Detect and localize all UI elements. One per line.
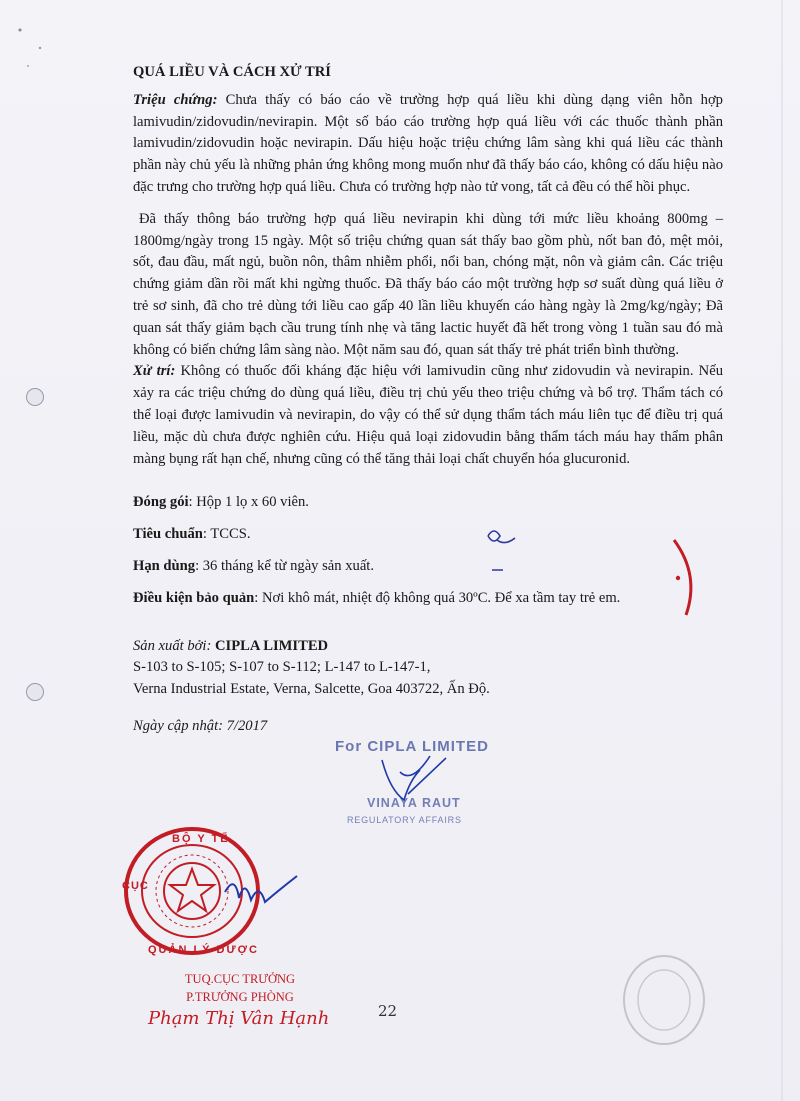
expiry-line (133, 556, 723, 578)
treatment-label: Xử trí: (133, 363, 176, 380)
expiry-value: : 36 tháng kể từ ngày sản xuất. (195, 557, 375, 574)
symptoms-text: Chưa thấy có báo cáo về trường hợp quá liều khi dùng dạng viên hỗn hợp lamivudin/zidovudin/nevirapin. Một số báo cáo trường hợp quá liều với các thuốc thành phần lamivudin/zidovudin hoặc nevirapin. Dấu hiệu hoặc triệu chứng lâm sàng khi quá liều các thành phần này chủ yếu là những phản ứng không mong muốn như đã thấy báo cáo, không có dấu hiệu nào đặc trưng cho trường hợp quá liều. Chưa có trường hợp nào tử vong, tất cả đều có thể hồi phục. (133, 91, 723, 195)
manufacturer-address-2: Verna Industrial Estate, Verna, Salcette, Goa 403722, Ấn Độ. (133, 680, 490, 697)
company-stamp-title: REGULATORY AFFAIRS (347, 815, 462, 825)
treatment-paragraph (133, 361, 723, 470)
packaging-label: Đóng gói (133, 494, 189, 511)
standard-label: Tiêu chuẩn (133, 526, 203, 543)
section-heading: QUÁ LIỀU VÀ CÁCH XỬ TRÍ (133, 64, 331, 80)
official-signature (215, 868, 305, 918)
symptoms-paragraph (133, 90, 723, 199)
company-stamp-person: VINAYA RAUT (367, 796, 461, 810)
seal-left-text: CỤC (122, 880, 149, 892)
company-signature (360, 750, 460, 810)
company-stamp-for: For CIPLA LIMITED (335, 738, 489, 755)
storage-value: : Nơi khô mát, nhiệt độ không quá 30ºC. Để xa tầm tay trẻ em. (254, 589, 621, 606)
update-date: Ngày cập nhật: 7/2017 (133, 718, 268, 735)
packaging-line (133, 492, 723, 514)
treatment-text: Không có thuốc đối kháng đặc hiệu với lamivudin cũng như zidovudin và nevirapin. Nếu xảy ra các triệu chứng do dùng quá liều, điều trị chủ yếu theo triệu chứng và bổ trợ. Thẩm tách có thể loại được lamivudin và nevirapin, do vậy có thể sử dụng thẩm tách máu liên tục để điều trị quá liều, mặc dù chưa được nghiên cứu. Hiệu quả loại zidovudin bằng thẩm tách máu hay thẩm phân màng bụng rất hạn chế, nhưng cũng có thể tăng thải loại chất chuyển hóa glucuronid. (133, 363, 723, 467)
seal-top-text: BỘ Y TẾ (172, 833, 230, 845)
storage-line (133, 588, 723, 610)
seal-caption (160, 970, 320, 1006)
seal-caption-1: TUQ.CỤC TRƯỞNG (184, 972, 296, 986)
storage-label: Điều kiện bảo quản (133, 589, 255, 606)
manufacturer-name: CIPLA LIMITED (211, 637, 329, 654)
manufacturer-address-1: S-103 to S-105; S-107 to S-112; L-147 to L-147-1, (133, 659, 431, 676)
standard-value: : TCCS. (202, 526, 251, 543)
overdose-section (133, 62, 723, 738)
signer-name: Phạm Thị Vân Hạnh (148, 1008, 330, 1029)
packaging-value: : Hộp 1 lọ x 60 viên. (188, 494, 309, 511)
page-number: 22 (378, 1002, 398, 1020)
symptoms-label: Triệu chứng: (133, 91, 218, 108)
seal-bottom-text: QUẢN LÝ DƯỢC (148, 944, 259, 956)
manufacturer-label: Sản xuất bởi: (133, 637, 212, 654)
overdose-report-paragraph: Đã thấy thông báo trường hợp quá liều nevirapin khi dùng tới mức liều khoảng 800mg – 1800mg/ngày trong 15 ngày. Một số triệu chứng quan sát thấy bao gồm phù, nốt ban đỏ, mệt mỏi, sốt, đau đầu, mất ngủ, buồn nôn, thâm nhiễm phổi, nổi ban, chóng mặt, nôn và giảm cân. Các triệu chứng giảm dần rồi mất khi ngừng thuốc. Đã thấy báo cáo một trường hợp sơ suất dùng quá liều ở trẻ sơ sinh, đã cho trẻ dùng tới liều cao gấp 40 lần liều khuyến cáo hàng ngày là 2mg/kg/ngày; Đã quan sát thấy giảm bạch cầu trung tính nhẹ và tăng lactic huyết đã hết trong vòng 1 tuần sau đó mà không có biến chứng lâm sàng nào. Một năm sau đó, quan sát thấy trẻ phát triển bình thường. (133, 210, 723, 358)
standard-line (133, 524, 723, 546)
seal-caption-2: P.TRƯỞNG PHÒNG (186, 990, 294, 1004)
expiry-label: Hạn dùng (133, 557, 196, 574)
faint-stamp (624, 956, 704, 1044)
manufacturer-block (133, 636, 723, 701)
